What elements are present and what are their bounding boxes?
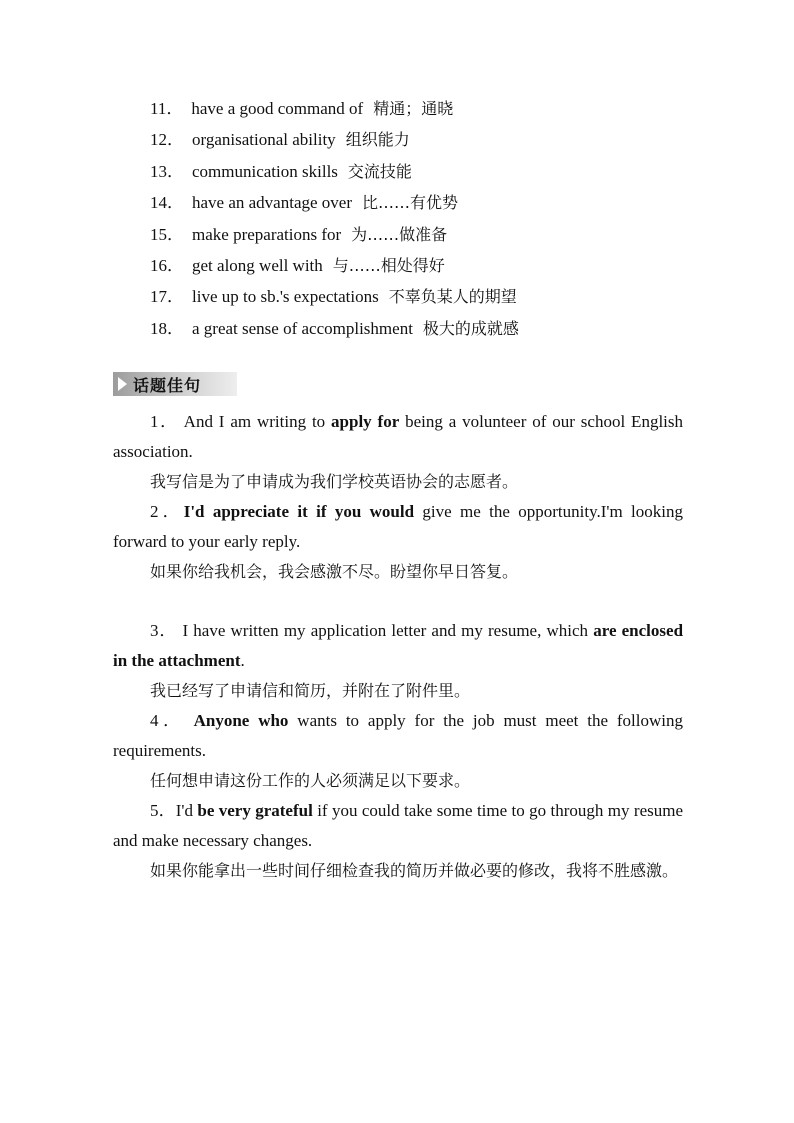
section-header [113, 372, 237, 396]
sentence-chinese: 我已经写了申请信和简历，并附在了附件里。 [150, 681, 471, 700]
sentence-number: 4． [150, 711, 185, 730]
sentence-text: wants to apply for the job must meet the following requirements. [113, 711, 684, 760]
phrase-number: 18． [150, 318, 184, 338]
spacer [113, 587, 683, 616]
sentence-text [185, 711, 194, 730]
sentence-item [113, 796, 683, 886]
phrase-english: have an advantage over [192, 193, 352, 213]
sentence-text: if you could take some time to go through my resume and make necessary changes. [113, 801, 683, 850]
phrase-chinese: 极大的成就感 [422, 318, 519, 338]
key-phrase: apply for [331, 412, 400, 431]
sentence-english [113, 616, 683, 676]
phrase-english: organisational ability [192, 130, 336, 150]
phrase-chinese: 交流技能 [347, 161, 412, 181]
phrase-english: a great sense of accomplishment [192, 318, 413, 338]
phrase-english: make preparations for [192, 224, 342, 244]
triangle-right-icon [118, 377, 127, 391]
sentence-text: being a volunteer of our school English association. [113, 412, 684, 461]
sentence-text: give me the opportunity.I'm looking forward to your early reply. [113, 502, 683, 551]
phrase-chinese: 为……做准备 [351, 224, 448, 244]
key-phrase: Anyone who [193, 711, 289, 730]
phrase-number: 11． [150, 99, 184, 118]
sentence-chinese: 如果你能拿出一些时间仔细检查我的简历并做必要的修改，我将不胜感激。 [150, 861, 679, 880]
sentence-item [113, 407, 683, 497]
sentence-english [113, 796, 683, 856]
phrase-list [150, 96, 710, 347]
phrase-number: 17． [150, 287, 184, 307]
phrase-item [150, 222, 710, 253]
phrase-number: 16． [150, 255, 184, 275]
key-phrase: be very grateful [197, 801, 313, 820]
sentence-text: I'd [175, 801, 198, 820]
phrase-english: live up to sb.'s expectations [192, 287, 379, 307]
sentence-english [113, 497, 683, 557]
sentence-text: And I am writing to [178, 412, 332, 431]
phrase-english: get along well with [192, 255, 323, 275]
sentence-text: . [240, 651, 245, 670]
phrase-item [150, 190, 710, 221]
sentence-english [113, 706, 683, 766]
phrase-item [150, 253, 710, 284]
phrase-number: 13． [150, 161, 184, 181]
phrase-number: 12． [150, 130, 184, 150]
sentence-number: 2． [150, 502, 184, 521]
sentence-item [113, 616, 683, 706]
sentence-number: 1． [150, 412, 179, 431]
phrase-item [150, 127, 710, 158]
sentence-item [113, 706, 683, 796]
phrase-english: have a good command of [191, 99, 364, 118]
phrase-number: 15． [150, 224, 184, 244]
phrase-number: 14． [150, 193, 184, 213]
phrase-chinese: 比……有优势 [362, 193, 459, 213]
phrase-item [150, 96, 710, 127]
phrase-item [150, 316, 710, 347]
sentence-english [113, 407, 683, 467]
sentence-item [113, 497, 683, 587]
sentence-chinese: 如果你给我机会，我会感激不尽。盼望你早日答复。 [150, 562, 519, 581]
phrase-chinese: 组织能力 [345, 130, 410, 150]
phrase-item [150, 159, 710, 190]
key-phrase: are enclosed in the attachment [113, 621, 684, 670]
phrase-chinese: 精通；通晓 [373, 99, 454, 118]
key-phrase: I'd appreciate it if you would [183, 502, 415, 521]
sentence-number: 3． [150, 621, 178, 640]
sentence-chinese: 我写信是为了申请成为我们学校英语协会的志愿者。 [150, 472, 519, 491]
sentence-chinese: 任何想申请这份工作的人必须满足以下要求。 [150, 771, 471, 790]
phrase-chinese: 与……相处得好 [332, 255, 445, 275]
sentence-text: I have written my application letter and my resume, which [177, 621, 594, 640]
phrase-chinese: 不辜负某人的期望 [388, 287, 517, 307]
sentence-number: 5． [150, 801, 176, 820]
sentence-list [113, 407, 683, 886]
phrase-english: communication skills [192, 161, 338, 181]
phrase-item [150, 284, 710, 315]
section-title: 话题佳句 [133, 375, 202, 395]
